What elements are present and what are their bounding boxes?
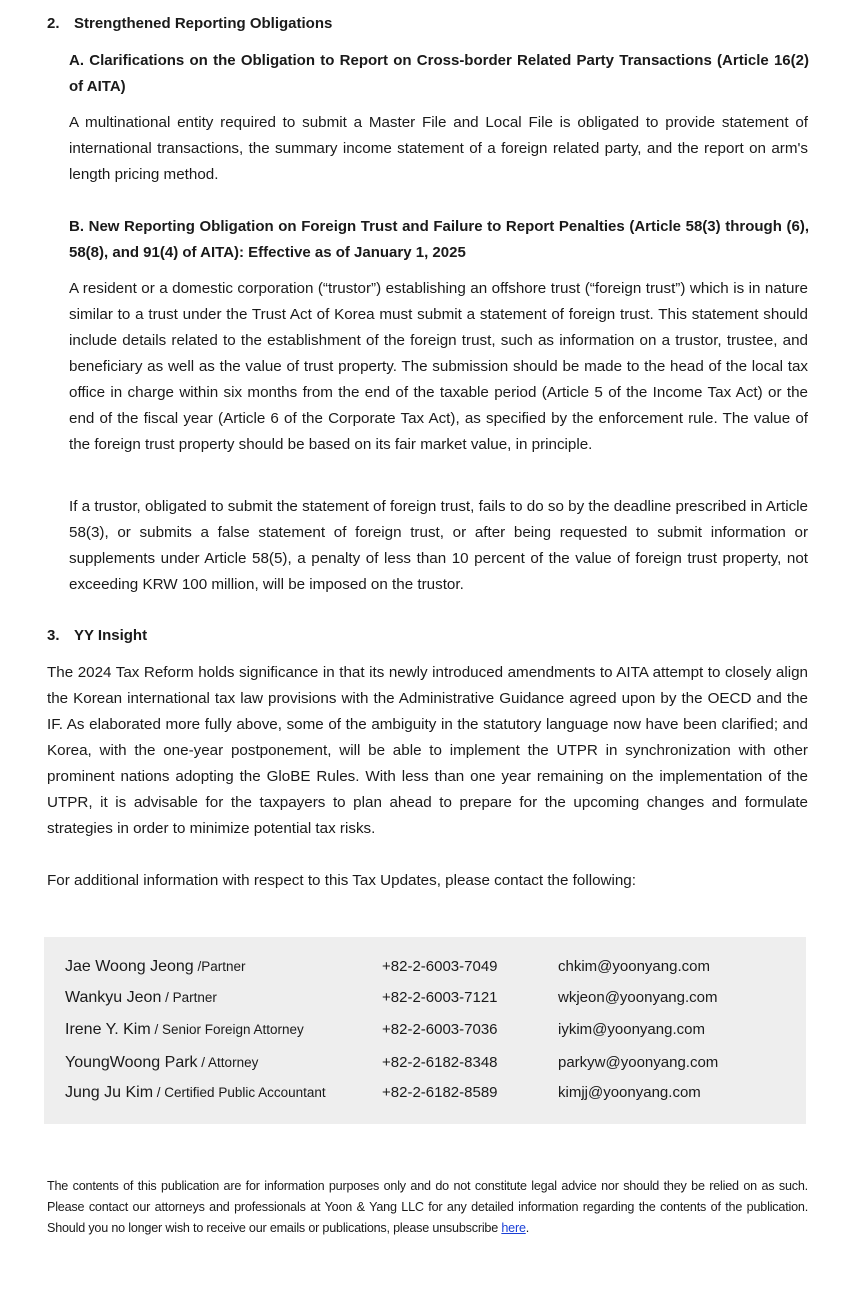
contact-email[interactable]: parkyw@yoonyang.com [558,1054,719,1071]
contact-phone: +82-2-6182-8589 [382,1084,498,1101]
contact-name [65,954,245,980]
contact-name [65,985,217,1011]
disclaimer-text: The contents of this publication are for information purposes only and do not constitute legal advice nor should they be relied on as such. Please contact our attorneys and professionals at Yoon & Yang LLC for any detailed information regarding the contents of the publication. Should you no longer wish to receive our emails or publications, please unsubscribe [47,1179,808,1235]
contact-title: / Attorney [197,1055,259,1070]
contact-email[interactable]: wkjeon@yoonyang.com [558,989,718,1006]
contact-title: / Senior Foreign Attorney [150,1022,304,1037]
contact-title: / Partner [161,990,217,1005]
contact-name-text: Irene Y. Kim [65,1021,151,1038]
contact-phone: +82-2-6003-7036 [382,1021,498,1038]
contact-row [44,954,806,980]
section-2-heading [47,14,807,34]
contact-row [44,1050,806,1076]
contact-email[interactable]: kimjj@yoonyang.com [558,1084,701,1101]
contact-table [44,937,806,1124]
disclaimer-end: . [525,1221,530,1235]
contact-email[interactable]: chkim@yoonyang.com [558,958,710,975]
contact-name-text: YoungWoong Park [65,1054,198,1071]
subsection-b-body-1: A resident or a domestic corporation (“trustor”) establishing an offshore trust (“foreign trust”) which is in nature similar to a trust under the Trust Act of Korea must submit a statement of foreign trust. This statement should include details related to the establishment of the foreign trust, such as information on a trustor, trustee, and beneficiary as well as the value of trust property. The submission should be made to the head of the local tax office in charge within six months from the end of the taxable period (Article 5 of the Income Tax Act) or the end of the fiscal year (Article 6 of the Corporate Tax Act), as specified by the enforcement rule. The value of the foreign trust property should be based on its fair market value, in principle. [69,280,808,453]
subsection-a-title: A. Clarifications on the Obligation to Report on Cross-border Related Party Transactions (Article 16(2) of AITA) [69,52,809,95]
subsection-b-title: B. New Reporting Obligation on Foreign Trust and Failure to Report Penalties (Article 58(3) through (6), 58(8), and 91(4) of AITA): Effective as of January 1, 2025 [69,218,809,261]
contact-row [44,985,806,1011]
contact-title: / Certified Public Accountant [153,1085,326,1100]
subsection-a-body: A multinational entity required to submit a Master File and Local File is obligated to provide statement of international transactions, the summary income statement of a foreign related party, and the report on arm's length pricing method. [69,114,808,183]
subsection-b-body-2: If a trustor, obligated to submit the statement of foreign trust, fails to do so by the deadline prescribed in Article 58(3), or submits a false statement of foreign trust, or after being requested to submit information or supplements under Article 58(5), a penalty of less than 10 percent of the value of foreign trust property, not exceeding KRW 100 million, will be imposed on the trustor. [69,498,808,593]
contact-email[interactable]: iykim@yoonyang.com [558,1021,705,1038]
insight-body: The 2024 Tax Reform holds significance in that its newly introduced amendments to AITA attempt to closely align the Korean international tax law provisions with the Administrative Guidance agreed upon by the OECD and the IF. As elaborated more fully above, some of the ambiguity in the statutory language now have been clarified; and Korea, with the one-year postponement, will be able to implement the UTPR in synchronization with other prominent nations adopting the GloBE Rules. With less than one year remaining on the implementation of the UTPR, it is advisable for the taxpayers to plan ahead to prepare for the upcoming changes and formulate strategies in order to minimize potential tax risks. [47,664,808,837]
section-2-title: Strengthened Reporting Obligations [74,15,333,32]
contact-name-text: Wankyu Jeon [65,989,162,1006]
contact-name [65,1080,326,1106]
section-3-heading [47,626,807,646]
contact-name [65,1017,304,1043]
contact-name-text: Jung Ju Kim [65,1084,154,1101]
section-3-number: 3. [47,627,60,644]
unsubscribe-link[interactable]: here [501,1221,526,1235]
contact-intro: For additional information with respect to this Tax Updates, please contact the following: [47,872,636,889]
contact-row [44,1017,806,1043]
contact-row [44,1080,806,1106]
section-2-number: 2. [47,15,60,32]
contact-name-text: Jae Woong Jeong [65,958,194,975]
disclaimer [47,1176,808,1239]
contact-phone: +82-2-6003-7121 [382,989,498,1006]
contact-phone: +82-2-6182-8348 [382,1054,498,1071]
contact-title: /Partner [193,959,246,974]
contact-name [65,1050,258,1076]
section-3-title: YY Insight [74,627,148,644]
contact-phone: +82-2-6003-7049 [382,958,498,975]
